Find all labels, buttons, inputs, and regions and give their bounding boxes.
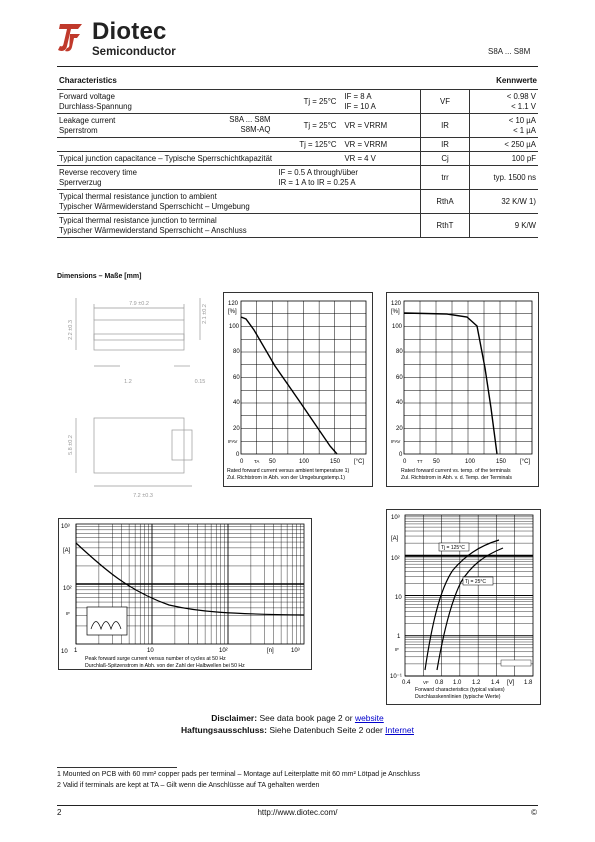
brand-name: Diotec: [92, 18, 167, 45]
header-rule: [57, 66, 538, 67]
y-axis-unit: [A]: [391, 536, 399, 542]
series-label: Tj = 25°C: [465, 579, 487, 585]
y-axis-unit: [%]: [391, 309, 400, 315]
characteristics-heading: Characteristics: [59, 76, 117, 85]
y-tick-label: 60: [396, 375, 403, 381]
website-link[interactable]: website: [354, 713, 384, 723]
symbol: IR: [421, 114, 470, 138]
value: 100 pF: [470, 152, 539, 166]
legend-stamp: [501, 660, 531, 666]
y-tick-label: 80: [233, 349, 240, 355]
chart-grid: [405, 515, 533, 676]
x-tick-label: 150: [496, 459, 507, 465]
x-tick-label: 1.2: [472, 680, 481, 686]
y-tick-label: 10²: [63, 586, 72, 592]
x-tick-label: 1: [74, 648, 78, 654]
x-variable: VF: [423, 680, 429, 685]
symbol: RthA: [421, 190, 470, 214]
x-tick-label: 10: [147, 648, 154, 654]
chart-caption: Rated forward current vs. temp. of the terminals: [401, 468, 511, 474]
symbol: trr: [421, 166, 470, 190]
condition: IF = 10 A: [344, 101, 376, 111]
y-tick-label: 0: [236, 452, 240, 458]
disclaimer-label: Disclaimer:: [211, 713, 258, 723]
chart-grid: [404, 301, 532, 454]
symbol: IR: [421, 138, 470, 152]
chart-derating-ambient: [223, 292, 373, 487]
y-tick-label: 10²: [391, 556, 400, 562]
param-name: Typical junction capacitance – Typische Sperrschichtkapazität: [57, 152, 338, 166]
table-row: [57, 166, 538, 190]
chart-caption: Peak forward surge current versus number of cycles at 50 Hz: [85, 656, 226, 662]
condition: VR = VRRM: [338, 114, 420, 138]
y-axis-unit: [A]: [63, 548, 71, 554]
model-range: S8A ... S8M: [488, 47, 531, 56]
brand-subtitle: Semiconductor: [92, 46, 176, 58]
x-tick-label: 1.8: [524, 680, 533, 686]
param-name: Typical thermal resistance junction to ambient: [59, 191, 217, 201]
condition: IF = 0.5 A through/über: [278, 167, 358, 177]
value: 32 K/W 1): [470, 190, 539, 214]
dim-label: 5.8 ±0.2: [68, 435, 74, 455]
chart-caption: Zul. Richtstrom in Abh. von der Umgebungstemp.1): [227, 475, 345, 481]
condition: IR = 1 A to IR = 0.25 A: [278, 177, 356, 187]
disclaimer-text: Siehe Datenbuch Seite 2 oder: [269, 725, 383, 735]
series-label: Tj = 125°C: [441, 545, 465, 551]
x-unit: [n]: [267, 648, 274, 654]
chart-caption: Durchlaß-Spitzenstrom in Abh. von der Zahl der Halbwellen bei 50 Hz: [85, 663, 245, 669]
temp-cond: Tj = 25°C: [272, 114, 338, 138]
dim-label: 1.2: [124, 379, 132, 385]
param-name: Reverse recovery time: [59, 167, 137, 177]
x-tick-label: 10²: [219, 648, 228, 654]
param-name: Forward voltage: [59, 91, 115, 101]
condition: VR = 4 V: [338, 152, 420, 166]
param-name-de: Durchlass-Spannung: [59, 101, 132, 111]
y-tick-label: 60: [233, 375, 240, 381]
internet-link[interactable]: Internet: [385, 725, 414, 735]
x-unit: [°C]: [520, 459, 531, 465]
x-unit: [°C]: [354, 459, 365, 465]
waveform-inset: [87, 607, 127, 635]
y-tick-label: 40: [396, 400, 403, 406]
page-number: 2: [57, 808, 62, 817]
symbol: RthT: [421, 214, 470, 238]
chart-caption: Durchlasskennlinien (typische Werte): [415, 694, 501, 700]
y-variable: IF: [395, 647, 399, 652]
chart-caption: Forward characteristics (typical values): [415, 687, 505, 693]
chart-surge-current: [58, 518, 312, 670]
dim-label: 7.2 ±0.3: [133, 493, 153, 499]
disclaimer-text: See data book page 2 or: [259, 713, 353, 723]
y-tick-label: 100: [229, 324, 240, 330]
y-tick-label: 10: [61, 649, 68, 655]
footnote: 2 Valid if terminals are kept at TA – Gilt wenn die Anschlüsse auf TA gehalten werden: [57, 782, 320, 789]
footnote-rule: [57, 767, 177, 768]
x-tick-label: 1.0: [453, 680, 462, 686]
disclaimer-de: [0, 725, 595, 735]
value: < 1.1 V: [511, 101, 536, 111]
x-tick-label: 150: [330, 459, 341, 465]
chart-series-line: [404, 313, 497, 454]
device-variant: S8A ... S8M: [229, 115, 271, 124]
y-tick-label: 20: [233, 426, 240, 432]
y-tick-label: 40: [233, 400, 240, 406]
chart-forward-characteristics: [386, 509, 541, 705]
chart-series-line: [241, 317, 337, 454]
x-tick-label: 100: [299, 459, 310, 465]
x-tick-label: 50: [269, 459, 276, 465]
value: < 0.98 V: [506, 91, 536, 101]
y-variable: IFAV: [228, 439, 238, 444]
y-tick-label: 100: [392, 324, 403, 330]
y-tick-label: 20: [396, 426, 403, 432]
dim-label: 0.15: [194, 379, 206, 385]
table-row: [57, 190, 538, 214]
dimensions-heading: Dimensions – Maße [mm]: [57, 273, 142, 280]
condition: IF = 8 A: [344, 91, 372, 101]
footer-url[interactable]: http://www.diotec.com/: [257, 808, 338, 817]
y-tick-label: 120: [391, 301, 402, 307]
table-row: [57, 90, 538, 114]
value: < 10 µA: [508, 115, 536, 125]
y-tick-label: 10: [395, 595, 402, 601]
y-variable: IFAV: [391, 439, 401, 444]
param-name-de: Typischer Wärmewiderstand Sperrschicht – Anschluss: [59, 225, 247, 235]
y-tick-label: 10³: [61, 524, 70, 530]
kennwerte-heading: Kennwerte: [496, 76, 537, 85]
x-tick-label: 0.4: [402, 680, 411, 686]
y-variable: IF: [66, 611, 70, 616]
x-tick-label: 10³: [291, 648, 300, 654]
dim-label: 7.9 ±0.2: [129, 301, 149, 307]
dim-label: 2.2 ±0.3: [68, 320, 74, 340]
chart-series-line: [76, 543, 304, 615]
chart-caption: Zul. Richtstrom in Abh. v. d. Temp. der Terminals: [401, 475, 512, 481]
disclaimer-en: [0, 713, 595, 723]
param-name-de: Sperrstrom: [59, 125, 98, 135]
dim-label: 2.1 ±0.2: [202, 304, 208, 324]
value: < 250 µA: [470, 138, 539, 152]
copyright-icon: ©: [531, 808, 537, 817]
param-name: Leakage current: [59, 115, 116, 125]
y-tick-label: 1: [397, 634, 401, 640]
symbol: Cj: [421, 152, 470, 166]
footnote: 1 Mounted on PCB with 60 mm² copper pads per terminal – Montage auf Leiterplatte mit 60 mm² Lötpad je Anschluss: [57, 771, 421, 778]
diotec-logo-icon: [56, 20, 86, 54]
y-tick-label: 10³: [391, 515, 400, 521]
param-name-de: Typischer Wärmewiderstand Sperrschicht – Umgebung: [59, 201, 250, 211]
package-dimension-drawing: [60, 290, 220, 505]
characteristics-table: [57, 89, 538, 238]
y-tick-label: 0: [399, 452, 403, 458]
x-variable: TA: [254, 459, 260, 464]
symbol: VF: [421, 90, 470, 114]
table-row: [57, 138, 538, 152]
x-tick-label: 0.8: [435, 680, 444, 686]
param-name-de: Sperrverzug: [59, 177, 102, 187]
disclaimer-label: Haftungsausschluss:: [181, 725, 267, 735]
x-tick-label: 50: [433, 459, 440, 465]
table-row: [57, 152, 538, 166]
value: 9 K/W: [470, 214, 539, 238]
x-tick-label: 1.4: [491, 680, 500, 686]
y-tick-label: 10⁻¹: [390, 674, 402, 680]
chart-caption: Rated forward current versus ambient temperature 1): [227, 468, 350, 474]
y-tick-label: 120: [228, 301, 239, 307]
temp-cond: Tj = 25°C: [272, 90, 338, 114]
y-tick-label: 80: [396, 349, 403, 355]
chart-grid: [241, 301, 366, 454]
chart-derating-terminal: [386, 292, 539, 487]
x-tick-label: 100: [465, 459, 476, 465]
x-tick-label: 0: [403, 459, 407, 465]
table-row: [57, 214, 538, 238]
x-variable: TT: [417, 459, 423, 464]
chart-series-line: [425, 540, 499, 670]
footer-rule: [57, 805, 538, 806]
device-variant: S8M-AQ: [240, 125, 271, 134]
value: typ. 1500 ns: [470, 166, 539, 190]
table-row: [57, 114, 538, 138]
x-unit: [V]: [507, 680, 515, 686]
x-tick-label: 0: [240, 459, 244, 465]
value: < 1 µA: [513, 125, 536, 135]
y-axis-unit: [%]: [228, 309, 237, 315]
condition: VR = VRRM: [338, 138, 420, 152]
temp-cond: Tj = 125°C: [272, 138, 338, 152]
param-name: Typical thermal resistance junction to terminal: [59, 215, 217, 225]
